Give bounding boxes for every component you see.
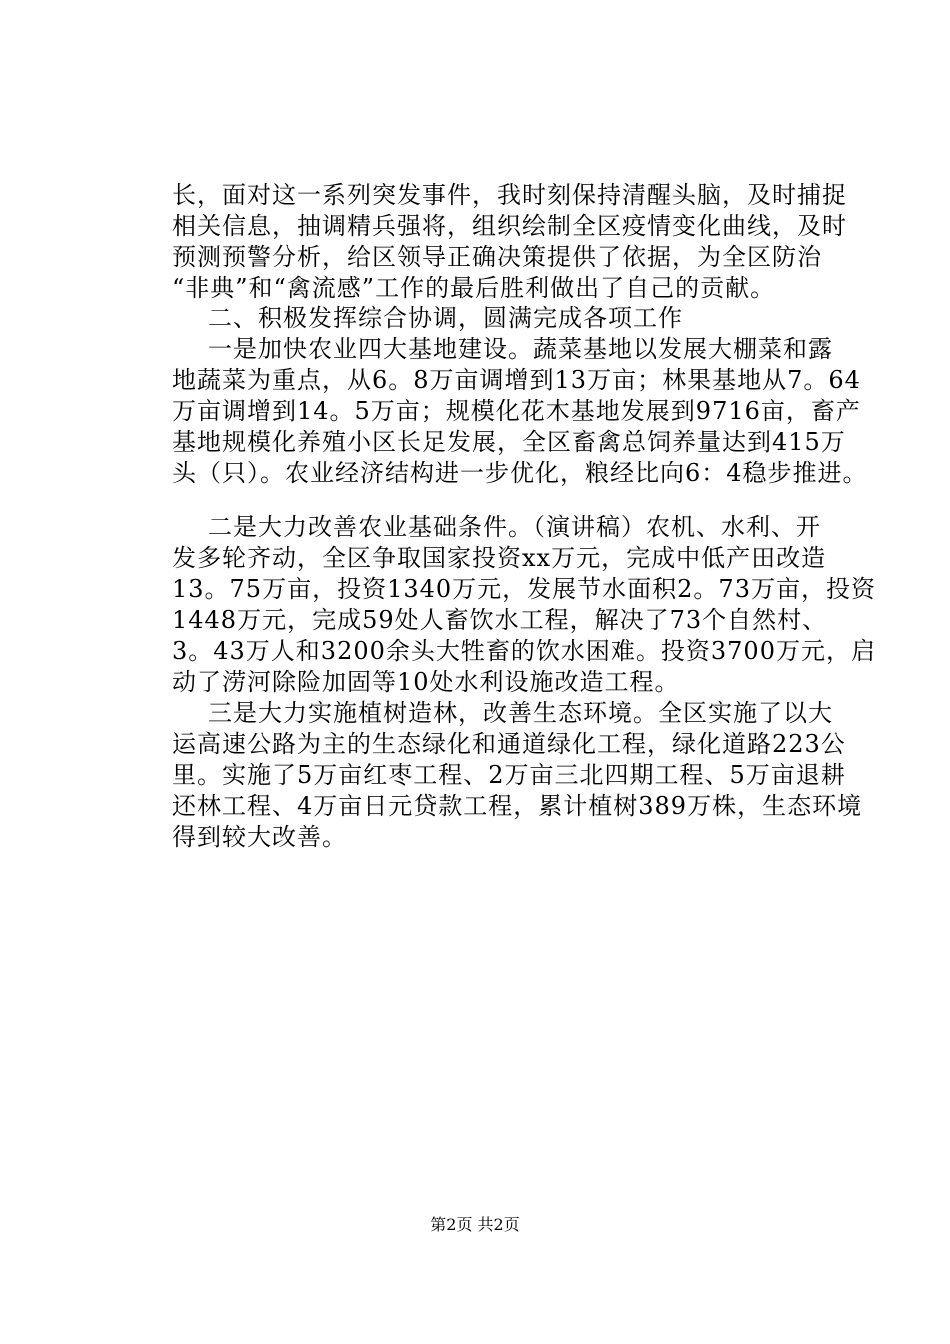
text-line: 3。43万人和3200余头大牲畜的饮水困难。投资3700万元，启 [172, 637, 876, 665]
text-line: 1448万元，完成59处人畜饮水工程，解决了73个自然村、 [172, 606, 828, 634]
page-footer: 第2页 共2页 [430, 1215, 520, 1234]
text-line: 一是加快农业四大基地建设。蔬菜基地以发展大棚菜和露 [208, 335, 833, 363]
text-line: 13。75万亩，投资1340万元，发展节水面积2。73万亩，投资 [172, 575, 876, 603]
text-line: 动了涝河除险加固等10处水利设施改造工程。 [172, 668, 680, 696]
text-line: 还林工程、4万亩日元贷款工程，累计植树389万株，生态环境 [172, 792, 863, 820]
text-line: 相关信息，抽调精兵强将，组织绘制全区疫情变化曲线，及时 [172, 212, 847, 240]
text-line: 里。实施了5万亩红枣工程、2万亩三北四期工程、5万亩退耕 [172, 761, 846, 789]
text-line: 基地规模化养殖小区长足发展，全区畜禽总饲养量达到415万 [172, 428, 846, 456]
text-line: 万亩调增到14。5万亩；规模化花木基地发展到9716亩，畜产 [172, 397, 861, 425]
text-line: 二是大力改善农业基础条件。（演讲稿）农机、水利、开 [208, 513, 821, 541]
text-line: 地蔬菜为重点，从6。8万亩调增到13万亩；林果基地从7。64 [172, 366, 861, 394]
text-line: “非典”和“禽流感”工作的最后胜利做出了自己的贡献。 [172, 274, 776, 302]
text-line: 运高速公路为主的生态绿化和通道绿化工程，绿化道路223公 [172, 730, 846, 758]
text-line: 三是大力实施植树造林，改善生态环境。全区实施了以大 [208, 699, 833, 727]
text-line: 得到较大改善。 [172, 823, 347, 851]
text-line: 发多轮齐动，全区争取国家投资xx万元，完成中低产田改造 [172, 544, 827, 572]
text-line: 预测预警分析，给区领导正确决策提供了依据，为全区防治 [172, 243, 822, 271]
text-line: 长，面对这一系列突发事件，我时刻保持清醒头脑，及时捕捉 [172, 181, 847, 209]
section-heading: 二、积极发挥综合协调，圆满完成各项工作 [208, 304, 683, 332]
text-line: 头（只）。农业经济结构进一步优化，粮经比向6：4稳步推进。 [172, 459, 868, 487]
